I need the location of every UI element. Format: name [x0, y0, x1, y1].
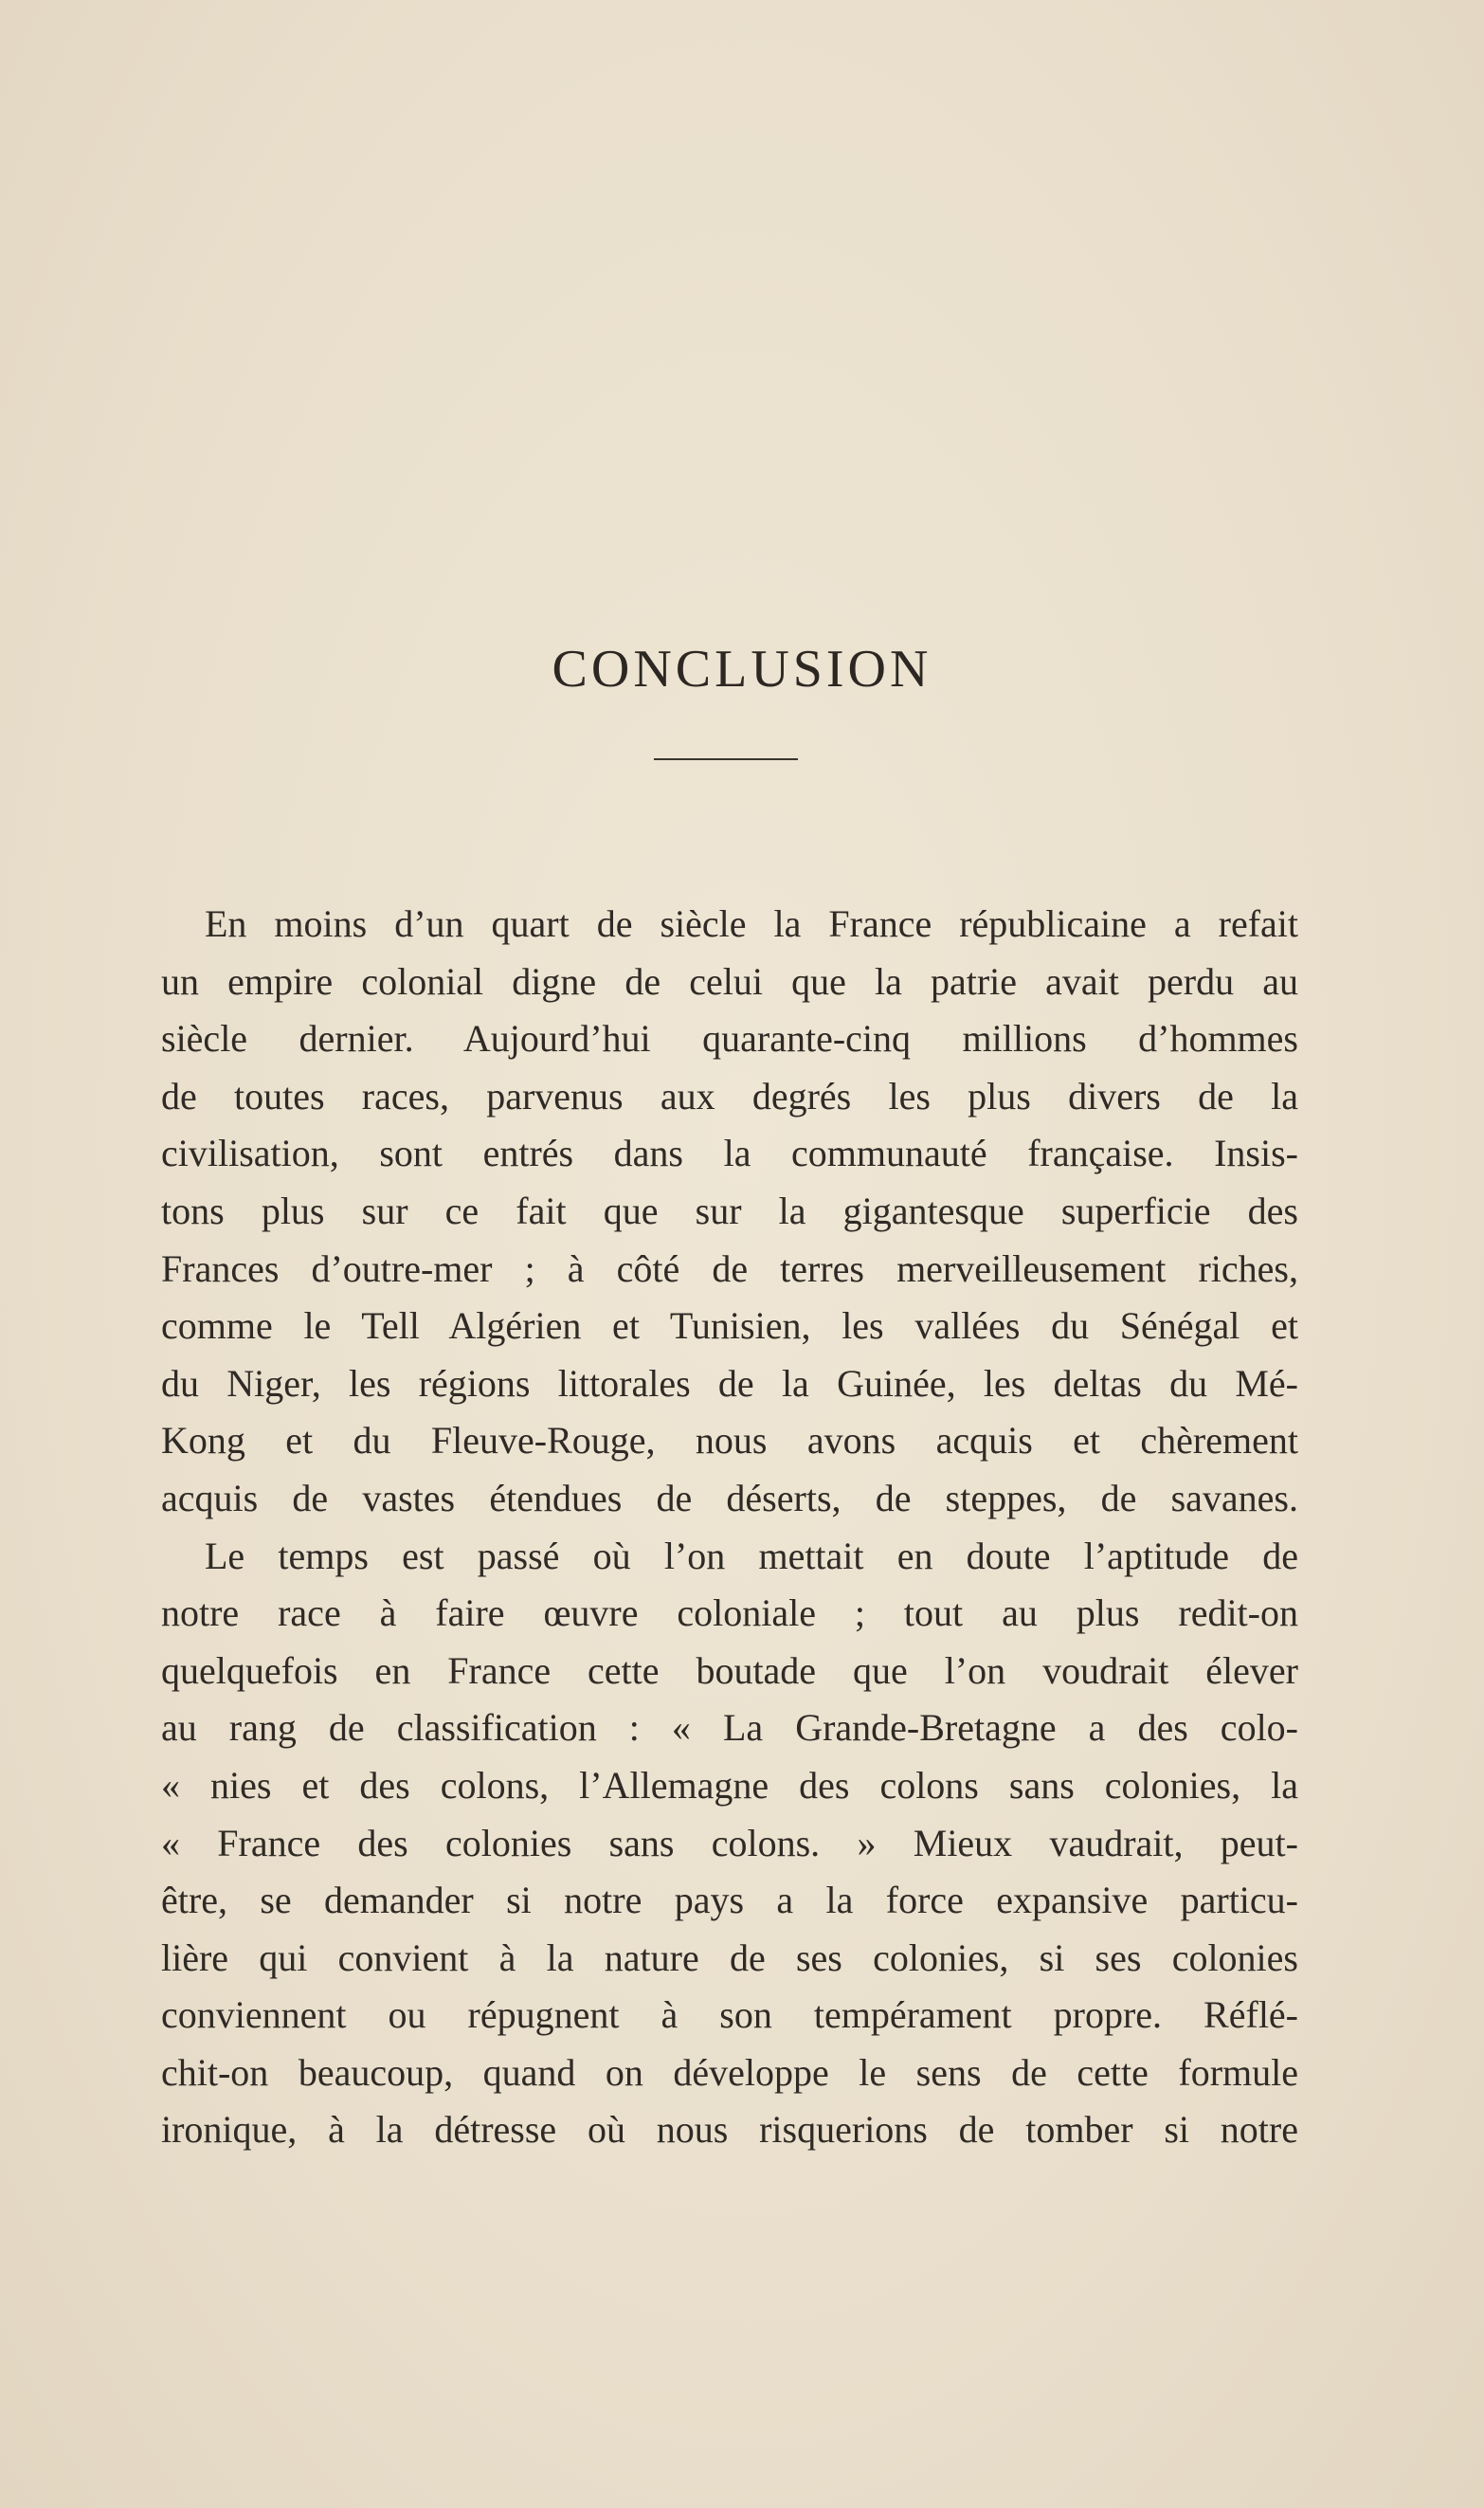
text-line: Frances d’outre-mer ; à côté de terres merveilleusement riches,	[161, 1246, 1298, 1290]
text-line: notre race à faire œuvre coloniale ; tout au plus redit-on	[161, 1591, 1298, 1635]
text-line: de toutes races, parvenus aux degrés les plus divers de la	[161, 1074, 1298, 1118]
text-line: du Niger, les régions littorales de la Guinée, les deltas du Mé-	[161, 1361, 1298, 1405]
text-line: siècle dernier. Aujourd’hui quarante-cinq millions d’hommes	[161, 1017, 1298, 1061]
text-line: être, se demander si notre pays a la force expansive particu-	[161, 1879, 1298, 1922]
text-line: un empire colonial digne de celui que la patrie avait perdu au	[161, 959, 1298, 1003]
body-text	[161, 896, 1298, 2159]
text-line: « nies et des colons, l’Allemagne des colons sans colonies, la	[161, 1763, 1298, 1807]
text-line: Kong et du Fleuve-Rouge, nous avons acquis et chèrement	[161, 1419, 1298, 1463]
text-line: lière qui convient à la nature de ses colonies, si ses colonies	[161, 1936, 1298, 1979]
text-line: « France des colonies sans colons. » Mieux vaudrait, peut-	[161, 1821, 1298, 1864]
text-line: Le temps est passé où l’on mettait en doute l’aptitude de	[205, 1534, 1298, 1577]
text-line: civilisation, sont entrés dans la communauté française. Insis-	[161, 1132, 1298, 1175]
text-line: tons plus sur ce fait que sur la gigantesque superficie des	[161, 1189, 1298, 1232]
text-line: chit-on beaucoup, quand on développe le sens de cette formule	[161, 2050, 1298, 2094]
text-line: comme le Tell Algérien et Tunisien, les vallées du Sénégal et	[161, 1304, 1298, 1348]
text-line: au rang de classification : « La Grande-Bretagne a des colo-	[161, 1706, 1298, 1750]
page-title: CONCLUSION	[552, 640, 932, 699]
title-divider	[654, 758, 798, 760]
text-line: En moins d’un quart de siècle la France républicaine a refait	[205, 902, 1298, 945]
text-line: ironique, à la détresse où nous risquerions de tomber si notre	[161, 2108, 1298, 2152]
text-line: acquis de vastes étendues de déserts, de steppes, de savanes.	[161, 1476, 1298, 1519]
text-line: conviennent ou répugnent à son tempérament propre. Réflé-	[161, 1993, 1298, 2037]
text-line: quelquefois en France cette boutade que l’on voudrait élever	[161, 1648, 1298, 1692]
